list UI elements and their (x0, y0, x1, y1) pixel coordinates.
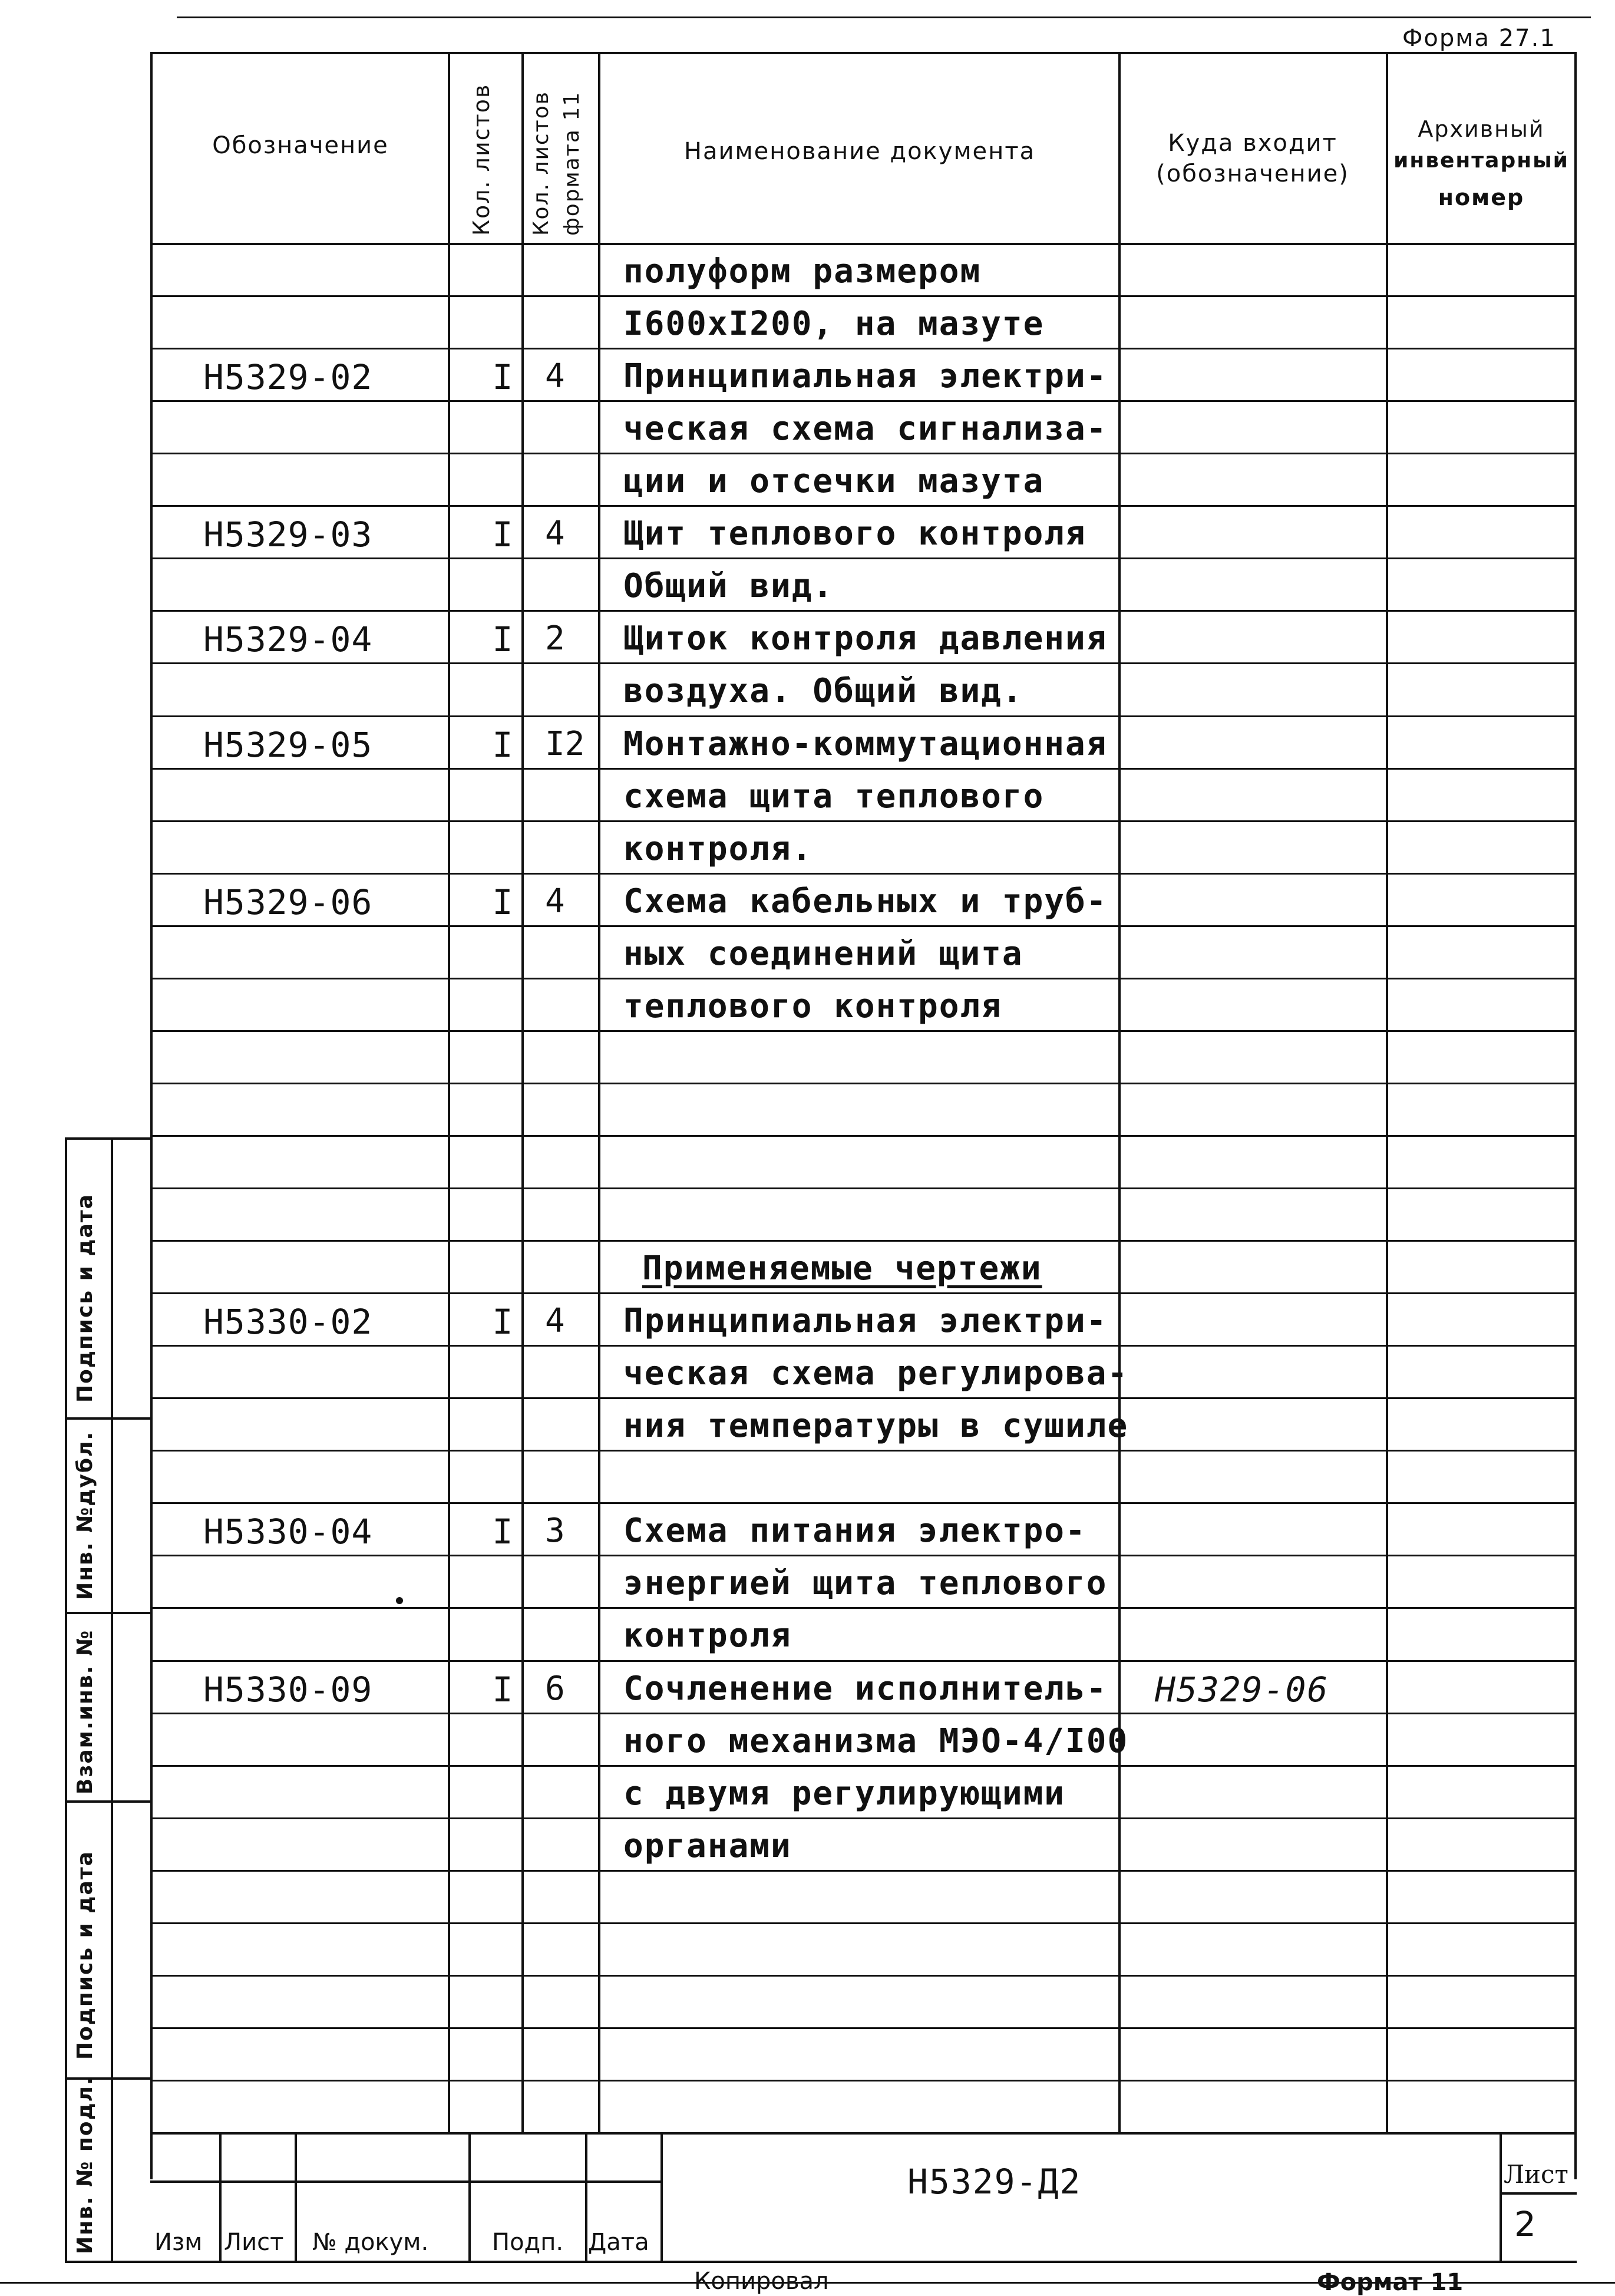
table-border-right (1574, 52, 1577, 2179)
row-kol-listov-format: 3 (545, 1512, 565, 1550)
row-naimenovanie: энергией щита теплового (623, 1564, 1108, 1602)
row-line (150, 348, 1577, 349)
tb-sep-1 (219, 2132, 222, 2261)
row-line (150, 1817, 1577, 1819)
row-line (150, 1607, 1577, 1609)
row-line (150, 1555, 1577, 1556)
tb-n-dokum: № докум. (312, 2229, 429, 2256)
header-arkhiv-3: номер (1438, 184, 1525, 210)
row-line (150, 505, 1577, 507)
row-naimenovanie: ческая схема регулирова- (623, 1354, 1129, 1393)
tb-data: Дата (588, 2229, 649, 2256)
title-block-bottom (150, 2261, 1577, 2263)
header-arkhiv-1: Архивный (1418, 116, 1545, 142)
row-line (150, 1135, 1577, 1137)
header-naimenovanie: Наименование документа (683, 138, 1036, 165)
row-line (150, 557, 1577, 559)
row-kol-listov: I (492, 882, 513, 922)
side-label-inv-podl: Инв. № подл. (73, 2076, 97, 2254)
table-border-left (150, 52, 153, 2179)
header-kuda-1: Куда входит (1168, 130, 1337, 157)
side-label-inv-dubl: Инв. №дубл. (73, 1430, 97, 1600)
row-naimenovanie: воздуха. Общий вид. (623, 672, 1023, 710)
row-kol-listov-format: I2 (545, 725, 585, 763)
tb-sep-5 (660, 2132, 663, 2261)
row-line (150, 1083, 1577, 1084)
side-label-podpis-data-1: Подпись и дата (73, 1193, 97, 1403)
header-kuda-2: (обозначение) (1156, 160, 1349, 187)
row-line (150, 768, 1577, 770)
row-kol-listov: I (492, 357, 513, 397)
row-oboznachenie: Н5330-04 (203, 1512, 373, 1552)
side-strip-sep-1 (65, 1417, 152, 1420)
row-naimenovanie: I600xI200, на мазуте (623, 305, 1045, 343)
side-label-vzam-inv: Взам.инв. № (73, 1629, 97, 1794)
row-line (150, 662, 1577, 664)
row-oboznachenie: Н5329-06 (203, 882, 373, 922)
row-line (150, 1187, 1577, 1189)
row-oboznachenie: Н5329-02 (203, 357, 373, 397)
row-naimenovanie: теплового контроля (623, 987, 1002, 1025)
row-naimenovanie: ния температуры в сушиле (623, 1407, 1129, 1445)
row-naimenovanie: Щит теплового контроля (623, 514, 1086, 553)
header-bottom-line (150, 243, 1577, 245)
header-oboznachenie: Обозначение (212, 132, 389, 159)
row-naimenovanie: Принципиальная электри- (623, 357, 1108, 395)
row-line (150, 2080, 1577, 2081)
side-strip-sep-2 (65, 1612, 152, 1614)
row-line (150, 1502, 1577, 1504)
row-naimenovanie: Монтажно-коммутационная (623, 725, 1108, 763)
col-sep-k1 (521, 52, 524, 2132)
tb-sep-sheet (1500, 2132, 1502, 2261)
row-line (150, 1450, 1577, 1452)
row-kol-listov-format: 4 (545, 882, 565, 921)
row-kol-listov-format: 6 (545, 1670, 565, 1708)
row-line (150, 1870, 1577, 1872)
row-kol-listov: I (492, 619, 513, 659)
row-kol-listov-format: 4 (545, 357, 565, 395)
row-kol-listov-format: 2 (545, 619, 565, 658)
row-line (150, 2027, 1577, 2029)
row-kol-listov: I (492, 725, 513, 765)
row-naimenovanie: Щиток контроля давления (623, 619, 1108, 658)
tb-designation: Н5329-Д2 (907, 2162, 1082, 2202)
side-strip-sep-3 (65, 1800, 152, 1803)
row-line (150, 295, 1577, 297)
row-line (150, 1292, 1577, 1294)
tb-list: Лист (224, 2229, 284, 2256)
tb-sep-2 (295, 2132, 297, 2261)
row-kol-listov-format: 4 (545, 1302, 565, 1340)
row-oboznachenie: Н5330-02 (203, 1302, 373, 1342)
table-border-top (150, 52, 1577, 54)
row-naimenovanie: ческая схема сигнализа- (623, 410, 1108, 448)
row-naimenovanie: полуформ размером (623, 252, 982, 291)
dot-mark (396, 1597, 403, 1604)
row-line (150, 1030, 1577, 1032)
header-kol-listov: Кол. листов (468, 83, 494, 236)
title-block-top (150, 2132, 1577, 2135)
row-naimenovanie: Схема питания электро- (623, 1512, 1086, 1550)
header-arkhiv-2: инвентарный (1393, 149, 1569, 173)
row-line (150, 1765, 1577, 1767)
row-naimenovanie: Принципиальная электри- (623, 1302, 1108, 1340)
row-line (150, 1922, 1577, 1924)
row-naimenovanie: с двумя регулирующими (623, 1774, 1066, 1813)
tb-sheet-mid (1500, 2192, 1577, 2195)
row-naimenovanie: схема щита теплового (623, 777, 1045, 816)
row-line (150, 1240, 1577, 1242)
row-kol-listov: I (492, 1302, 513, 1342)
row-kol-listov: I (492, 1670, 513, 1710)
side-strip-bottom (65, 2261, 152, 2263)
tb-izm: Изм (154, 2229, 203, 2256)
header-kol-listov-format-1: Кол. листов (529, 91, 553, 236)
row-naimenovanie: Общий вид. (623, 567, 834, 605)
row-naimenovanie: ных соединений щита (623, 935, 1023, 973)
row-line (150, 820, 1577, 822)
row-line (150, 400, 1577, 402)
col-sep-k2 (598, 52, 600, 2132)
row-line (150, 453, 1577, 454)
side-strip-left (65, 1137, 67, 2263)
row-line (150, 1975, 1577, 1977)
row-line (150, 1713, 1577, 1714)
row-line (150, 873, 1577, 875)
col-sep-kuda (1386, 52, 1388, 2132)
tb-sep-4 (585, 2132, 587, 2261)
tb-sheet-label: Лист (1504, 2160, 1568, 2189)
row-line (150, 1345, 1577, 1347)
tb-sheet-number: 2 (1514, 2204, 1536, 2244)
row-kuda-vkhodit: Н5329-06 (1155, 1670, 1329, 1710)
footer-kopiroval: Копировал (694, 2268, 829, 2295)
row-oboznachenie: Н5330-09 (203, 1670, 373, 1710)
row-naimenovanie: Сочленение исполнитель- (623, 1670, 1108, 1708)
tb-sep-3 (468, 2132, 471, 2261)
row-oboznachenie: Н5329-05 (203, 725, 373, 765)
row-line (150, 925, 1577, 927)
header-kol-listov-format-2: формата 11 (560, 91, 584, 236)
row-naimenovanie: Схема кабельных и труб- (623, 882, 1108, 921)
side-strip-mid (111, 1137, 113, 2263)
row-line (150, 1660, 1577, 1662)
side-strip-top (65, 1137, 152, 1140)
top-rule (177, 17, 1591, 18)
row-naimenovanie: ного механизма МЭО-4/I00 (623, 1722, 1129, 1760)
row-naimenovanie: органами (623, 1827, 792, 1865)
row-line (150, 978, 1577, 979)
footer-format: Формат 11 (1317, 2269, 1464, 2296)
section-title: Применяемые чертежи (642, 1249, 1042, 1288)
row-naimenovanie: контроля (623, 1617, 792, 1655)
row-naimenovanie: ции и отсечки мазута (623, 462, 1045, 500)
form-label: Форма 27.1 (1402, 25, 1556, 52)
col-sep-name (1118, 52, 1121, 2132)
side-label-podpis-data-2: Подпись и дата (73, 1850, 97, 2060)
tb-podp: Подп. (492, 2229, 564, 2256)
row-line (150, 1397, 1577, 1399)
row-line (150, 715, 1577, 717)
row-kol-listov-format: 4 (545, 514, 565, 553)
col-sep-oboz (448, 52, 450, 2132)
row-line (150, 610, 1577, 612)
row-kol-listov: I (492, 1512, 513, 1552)
row-oboznachenie: Н5329-03 (203, 514, 373, 555)
row-kol-listov: I (492, 514, 513, 555)
row-oboznachenie: Н5329-04 (203, 619, 373, 659)
row-naimenovanie: контроля. (623, 830, 813, 868)
